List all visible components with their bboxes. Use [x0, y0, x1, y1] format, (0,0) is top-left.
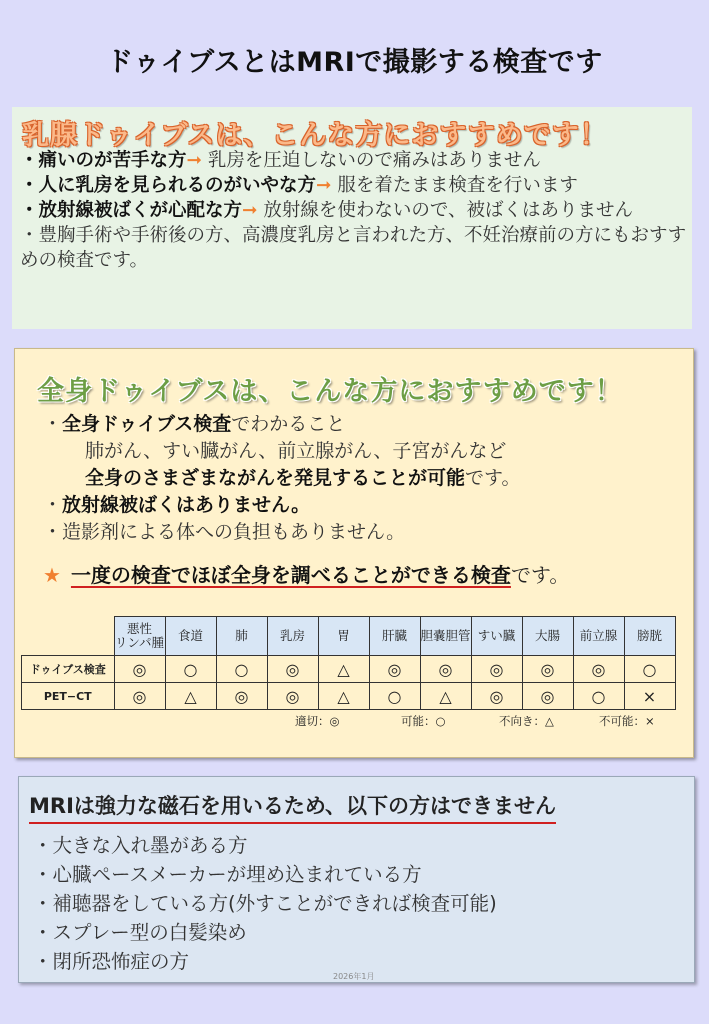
arrow-right-icon: ➞: [242, 200, 258, 221]
table-cell: ×: [624, 683, 675, 710]
list-item: ・造影剤による体への負担もありません。: [43, 521, 406, 543]
list-item: ・痛いのが苦手な方➞ 乳房を圧迫しないので痛みはありません: [20, 150, 541, 171]
list-item: ・大きな入れ墨がある方: [33, 834, 248, 857]
table-cell: ○: [216, 656, 267, 683]
list-item: ・豊胸手術や手術後の方、高濃度乳房と言われた方、不妊治療前の方にもおすすめの検査です。: [20, 225, 687, 271]
whole-body-dwibs-list: [43, 411, 683, 546]
table-cell: ◎: [114, 656, 165, 683]
breast-dwibs-box: [12, 107, 692, 329]
table-cell: △: [318, 683, 369, 710]
legend-item: 可能：○: [401, 714, 446, 728]
mri-restrictions-box: [18, 776, 695, 983]
mri-restrictions-heading: MRIは強力な磁石を用いるため、以下の方はできません: [29, 790, 556, 824]
table-header-cell: 肺: [216, 617, 267, 656]
table-header-cell: 大腸: [522, 617, 573, 656]
list-item: ・放射線被ばくはありません。: [43, 494, 311, 516]
star-icon: ★: [43, 563, 61, 587]
table-cell: ◎: [471, 656, 522, 683]
list-item: ・放射線被ばくが心配な方➞ 放射線を使わないので、被ばくはありません: [20, 200, 634, 221]
table-header-cell: 乳房: [267, 617, 318, 656]
table-cell: ◎: [369, 656, 420, 683]
table-row: [22, 683, 676, 710]
highlight-line: ★ 一度の検査でほぼ全身を調べることができる検査です。: [43, 563, 570, 587]
table-cell: ◎: [216, 683, 267, 710]
table-cell: ○: [624, 656, 675, 683]
table-cell: ○: [369, 683, 420, 710]
table-cell: ◎: [522, 683, 573, 710]
mri-restrictions-list: [33, 831, 683, 976]
table-header-cell: 悪性 リンパ腫: [114, 617, 165, 656]
list-item: ・閉所恐怖症の方: [33, 950, 190, 973]
table-cell: ◎: [267, 683, 318, 710]
list-item: ・全身ドゥイブス検査でわかること: [43, 413, 346, 435]
arrow-right-icon: ➞: [186, 150, 203, 171]
list-item: ・人に乳房を見られるのがいやな方➞ 服を着たまま検査を行います: [20, 175, 578, 196]
date-label: 2026年1月: [333, 972, 375, 981]
row-label: PET−CT: [22, 683, 115, 710]
arrow-right-icon: ➞: [316, 175, 332, 196]
table-cell: ◎: [267, 656, 318, 683]
table-cell: ◎: [114, 683, 165, 710]
list-item: ・スプレー型の白髪染め: [33, 921, 247, 944]
table-header-cell: 肝臓: [369, 617, 420, 656]
legend-item: 不可能：×: [599, 714, 655, 728]
table-header-cell: 膀胱: [624, 617, 675, 656]
breast-dwibs-list: [20, 148, 692, 273]
table-cell: ◎: [471, 683, 522, 710]
page-title: ドゥイブスとはMRIで撮影する検査です: [106, 47, 603, 78]
legend-item: 適切：◎: [295, 714, 340, 728]
table-cell: ○: [573, 683, 624, 710]
table-cell: ○: [165, 656, 216, 683]
table-header-cell: すい臓: [471, 617, 522, 656]
table-cell: ◎: [522, 656, 573, 683]
table-cell: △: [318, 656, 369, 683]
list-item: ・補聴器をしている方(外すことができれば検査可能): [33, 892, 497, 915]
row-label: ドゥイブス検査: [22, 656, 115, 683]
table-cell: ◎: [573, 656, 624, 683]
whole-body-dwibs-heading: 全身ドゥイブスは、こんな方におすすめです！: [37, 376, 623, 407]
list-item: 全身のさまざまながんを発見することが可能です。: [85, 467, 521, 489]
table-corner: [22, 617, 115, 656]
legend-item: 不向き：△: [499, 714, 554, 728]
comparison-table: [21, 616, 676, 710]
table-header-cell: 食道: [165, 617, 216, 656]
list-item: ・心臓ペースメーカーが埋め込まれている方: [33, 863, 422, 886]
table-header-cell: 胆嚢胆管: [420, 617, 471, 656]
table-header-cell: 胃: [318, 617, 369, 656]
list-item: 肺がん、すい臓がん、前立腺がん、子宮がんなど: [85, 440, 507, 462]
table-row: [22, 656, 676, 683]
whole-body-dwibs-box: [14, 348, 694, 758]
table-header-row: [22, 617, 676, 656]
breast-dwibs-heading: 乳腺ドゥイブスは、こんな方におすすめです！: [22, 120, 608, 151]
table-cell: △: [420, 683, 471, 710]
table-cell: ◎: [420, 656, 471, 683]
table-header-cell: 前立腺: [573, 617, 624, 656]
table-cell: △: [165, 683, 216, 710]
